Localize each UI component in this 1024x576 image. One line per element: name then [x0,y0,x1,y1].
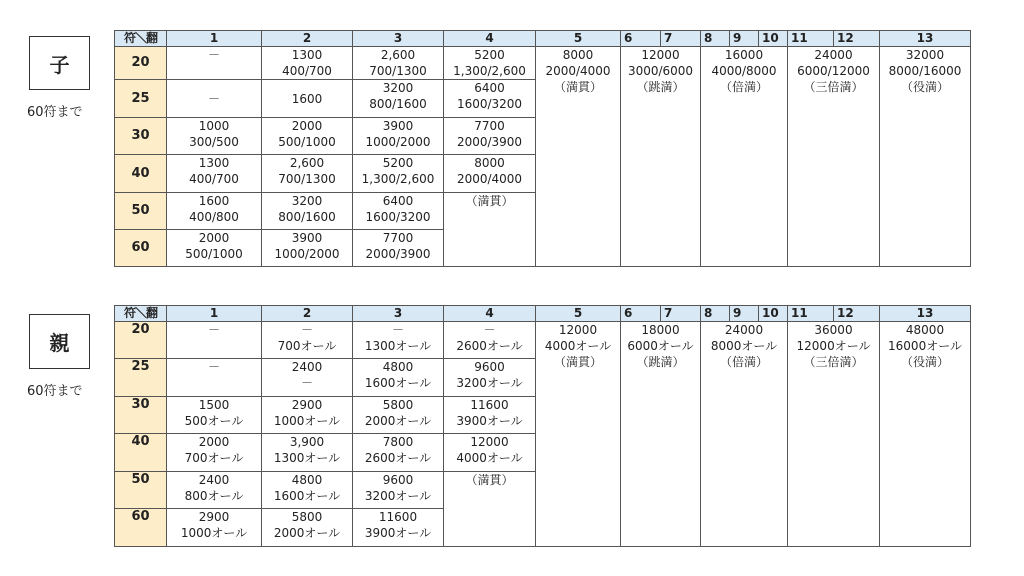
ko-note: 60符まで [27,105,83,120]
fu-cell: 25 [115,359,167,397]
han-header-11-12 [788,306,880,322]
fu-cell: 50 [115,472,167,509]
score-cell: 4800 1600オール [262,472,353,509]
fu-cell: 60 [115,509,167,547]
ko-label-box [29,36,90,90]
han-header: 6 [624,306,633,320]
han-header: 5 [536,31,621,47]
han-header: 8 [704,31,713,45]
score-cell: － [167,359,262,397]
baiman-cell: 16000 4000/8000 （倍満） [701,47,788,267]
mangan-cell: 12000 4000オール （満貫） [536,322,621,547]
score-cell: 4800 1600オール [353,359,444,397]
han-header: 7 [660,306,700,321]
fu-cell: 50 [115,193,167,230]
oya-header-row [115,306,971,322]
score-cell: 2900 1000オール [167,509,262,547]
han-header: 11 [791,31,808,45]
han-header: 13 [880,31,971,47]
han-header: 3 [353,306,444,322]
han-header: 6 [624,31,633,45]
score-cell: 2400 800オール [167,472,262,509]
score-cell: 3200 800/1600 [353,80,444,118]
han-header-8-10 [701,306,788,322]
fu-cell: 20 [115,322,167,359]
han-header: 10 [758,306,787,321]
score-cell: 7800 2600オール [353,434,444,472]
han-header-6-7 [621,306,701,322]
score-cell: 5800 2000オール [353,397,444,434]
score-cell: 9600 3200オール [353,472,444,509]
han-header-6-7 [621,31,701,47]
fu-cell: 40 [115,434,167,472]
score-cell: 7700 2000/3900 [444,118,536,155]
han-header-11-12 [788,31,880,47]
score-cell: 11600 3900オール [444,397,536,434]
corner-label: 符＼翻 [115,306,167,322]
score-cell: 5800 2000オール [262,509,353,547]
fu-cell: 30 [115,397,167,434]
score-cell: 5200 1,300/2,600 [353,155,444,193]
score-cell: 1000 300/500 [167,118,262,155]
han-header: 2 [262,306,353,322]
score-cell: － 700オール [262,322,353,359]
score-cell: 2,600 700/1300 [353,47,444,80]
oya-note: 60符まで [27,384,83,399]
han-header: 2 [262,31,353,47]
score-cell: 1600 400/800 [167,193,262,230]
fu-cell: 40 [115,155,167,193]
table-row [115,322,971,359]
score-cell: 1300 400/700 [262,47,353,80]
sanbaiman-cell: 24000 6000/12000 （三倍満） [788,47,880,267]
han-header: 9 [729,31,758,46]
yakuman-cell: 48000 16000オール （役満） [880,322,971,547]
han-header: 11 [791,306,808,320]
sanbaiman-cell: 36000 12000オール （三倍満） [788,322,880,547]
score-cell: 1600 [262,80,353,118]
han-header: 13 [880,306,971,322]
score-cell: 8000 2000/4000 [444,155,536,193]
haneman-cell: 18000 6000オール （跳満） [621,322,701,547]
score-cell: 2000 500/1000 [262,118,353,155]
score-cell: 9600 3200オール [444,359,536,397]
score-cell: （満貫） [444,193,536,267]
score-cell: 12000 4000オール [444,434,536,472]
table-row [115,47,971,80]
ko-label: 子 [49,52,70,77]
han-header: 9 [729,306,758,321]
mangan-cell: 8000 2000/4000 （満貫） [536,47,621,267]
score-cell: － 1300オール [353,322,444,359]
score-cell: 1300 400/700 [167,155,262,193]
score-cell: 7700 2000/3900 [353,230,444,267]
oya-score-table [114,305,971,547]
han-header: 12 [833,31,879,46]
han-header: 10 [758,31,787,46]
oya-label-box [29,314,90,369]
score-cell: － [167,322,262,359]
score-cell: 3900 1000/2000 [262,230,353,267]
score-cell: 11600 3900オール [353,509,444,547]
baiman-cell: 24000 8000オール （倍満） [701,322,788,547]
ko-score-table [114,30,971,267]
score-cell: 5200 1,300/2,600 [444,47,536,80]
han-header: 4 [444,306,536,322]
ko-header-row [115,31,971,47]
score-cell: 3900 1000/2000 [353,118,444,155]
fu-cell: 20 [115,47,167,80]
score-cell: － [167,47,262,80]
score-cell: （満貫） [444,472,536,547]
corner-label: 符＼翻 [115,31,167,47]
han-header-8-10 [701,31,788,47]
han-header: 8 [704,306,713,320]
fu-cell: 30 [115,118,167,155]
oya-label: 親 [49,331,70,355]
han-header: 1 [167,306,262,322]
haneman-cell: 12000 3000/6000 （跳満） [621,47,701,267]
han-header: 4 [444,31,536,47]
han-header: 12 [833,306,879,321]
score-cell: 2900 1000オール [262,397,353,434]
score-cell: 2000 700オール [167,434,262,472]
fu-cell: 25 [115,80,167,118]
score-cell: 6400 1600/3200 [353,193,444,230]
han-header: 1 [167,31,262,47]
yakuman-cell: 32000 8000/16000 （役満） [880,47,971,267]
score-cell: 3,900 1300オール [262,434,353,472]
score-cell: 6400 1600/3200 [444,80,536,118]
score-cell: 2400 － [262,359,353,397]
han-header: 5 [536,306,621,322]
han-header: 3 [353,31,444,47]
score-cell: － [167,80,262,118]
fu-cell: 60 [115,230,167,267]
score-cell: 1500 500オール [167,397,262,434]
han-header: 7 [660,31,700,46]
score-cell: 2000 500/1000 [167,230,262,267]
score-cell: － 2600オール [444,322,536,359]
score-cell: 2,600 700/1300 [262,155,353,193]
score-cell: 3200 800/1600 [262,193,353,230]
